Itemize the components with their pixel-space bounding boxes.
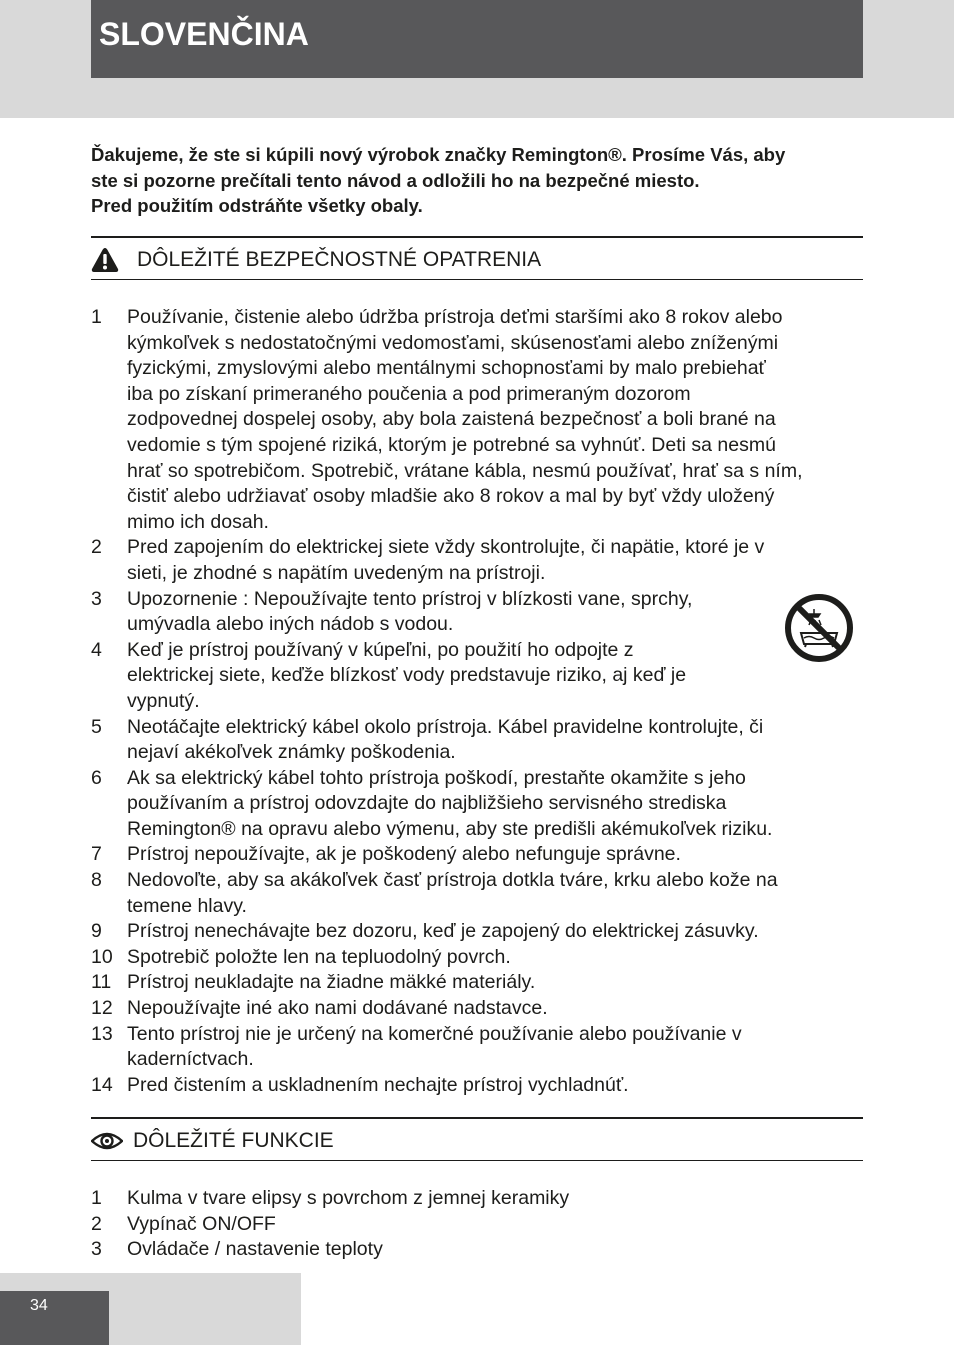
item-number: 2 (91, 536, 102, 559)
item-text-line: vedomie s tým spojené riziká, ktorým je potrebné sa vyhnúť. Deti sa nesmú (127, 433, 776, 456)
warning-icon (91, 247, 121, 273)
item-text-line: Ak sa elektrický kábel tohto prístroja poškodí, prestaňte okamžite s jeho (127, 766, 746, 789)
intro-line: ste si pozorne prečítali tento návod a odložili ho na bezpečné miesto. (91, 169, 700, 191)
list-item (91, 842, 863, 868)
intro-text (91, 142, 866, 219)
page-title: SLOVENČINA (99, 16, 309, 52)
list-item (91, 970, 863, 996)
page-number-box (0, 1291, 109, 1345)
intro-line: Ďakujeme, že ste si kúpili nový výrobok značky Remington®. Prosíme Vás, aby (91, 144, 786, 165)
list-item (91, 766, 863, 843)
item-text-line: sieti, je zhodné s napätím uvedeným na prístroji. (127, 561, 546, 584)
section-rule-top (91, 236, 863, 238)
item-text-line: vypnutý. (127, 689, 200, 712)
list-item (91, 1073, 863, 1099)
features-list (91, 1186, 863, 1263)
list-item (91, 1022, 863, 1073)
list-item (91, 996, 863, 1022)
item-text-line: temene hlavy. (127, 894, 247, 917)
item-text-line: Tento prístroj nie je určený na komerčné používanie alebo používanie v (127, 1022, 742, 1045)
list-item (91, 1237, 863, 1263)
item-number: 5 (91, 715, 102, 738)
list-item (91, 945, 863, 971)
item-text-line: hrať so spotrebičom. Spotrebič, vrátane kábla, nesmú používať, hrať sa s ním, (127, 459, 803, 482)
item-number: 10 (91, 945, 113, 968)
item-number: 4 (91, 638, 102, 661)
features-heading (91, 1121, 863, 1161)
item-text-line: umývadla alebo iných nádob s vodou. (127, 613, 454, 636)
item-text-line: kaderníctvach. (127, 1048, 254, 1071)
list-item (91, 638, 863, 715)
list-item (91, 868, 863, 919)
item-number: 3 (91, 587, 102, 610)
item-number: 1 (91, 1187, 102, 1209)
item-number: 2 (91, 1212, 102, 1235)
item-text-line: Používanie, čistenie alebo údržba prístroja deťmi staršími ako 8 rokov alebo (127, 306, 783, 328)
item-text-line: Nepoužívajte iné ako nami dodávané nadstavce. (127, 997, 548, 1020)
item-text-line: Ovládače / nastavenie teploty (127, 1238, 383, 1261)
no-water-bath-icon (784, 593, 854, 663)
item-number: 6 (91, 766, 102, 789)
item-text-line: mimo ich dosah. (127, 510, 269, 533)
item-text-line: Pred zapojením do elektrickej siete vždy skontrolujte, či napätie, ktoré je v (127, 536, 765, 559)
list-item (91, 919, 863, 945)
item-text-line: používaním a prístroj odovzdajte do najbližšieho servisného strediska (127, 792, 727, 815)
item-number: 9 (91, 920, 102, 943)
item-text-line: kýmkoľvek s nedostatočnými vedomosťami, skúsenosťami alebo zníženými (127, 331, 779, 354)
intro-line: Pred použitím odstráňte všetky obaly. (91, 195, 423, 216)
item-number: 3 (91, 1238, 102, 1261)
safety-heading (91, 240, 863, 280)
item-number: 14 (91, 1073, 113, 1096)
features-heading-label: DÔLEŽITÉ FUNKCIE (133, 1129, 334, 1152)
item-text-line: nejaví akékoľvek známky poškodenia. (127, 741, 456, 764)
safety-heading-label: DÔLEŽITÉ BEZPEČNOSTNÉ OPATRENIA (137, 248, 542, 271)
section-rule-bottom (91, 279, 863, 280)
item-text-line: Nedovoľte, aby sa akákoľvek časť prístroja dotkla tváre, krku alebo kože na (127, 869, 778, 892)
item-text-line: fyzickými, zmyslovými alebo mentálnymi schopnosťami by malo prebiehať (127, 357, 766, 380)
list-item (91, 535, 863, 586)
list-item (91, 1212, 863, 1238)
item-text-line: Pred čistením a uskladnením nechajte prístroj vychladnúť. (127, 1073, 629, 1096)
item-text-line: čistiť alebo udržiavať osoby mladšie ako 8 rokov a mal by byť vždy uložený (127, 485, 775, 508)
eye-icon (91, 1128, 123, 1154)
list-item (91, 715, 863, 766)
item-text-line: Neotáčajte elektrický kábel okolo prístroja. Kábel pravidelne kontrolujte, či (127, 715, 764, 738)
item-text-line: Prístroj neukladajte na žiadne mäkké materiály. (127, 971, 536, 994)
item-number: 13 (91, 1022, 113, 1045)
item-text-line: Remington® na opravu alebo výmenu, aby ste predišli akémukoľvek riziku. (127, 817, 773, 840)
item-text-line: Kulma v tvare elipsy s povrchom z jemnej keramiky (127, 1187, 570, 1209)
section-rule-bottom (91, 1160, 863, 1161)
item-text-line: elektrickej siete, keďže blízkosť vody predstavuje riziko, aj keď je (127, 664, 687, 687)
item-number: 7 (91, 843, 102, 866)
item-text-line: Vypínač ON/OFF (127, 1212, 276, 1235)
item-text-line: Prístroj nepoužívajte, ak je poškodený alebo nefunguje správne. (127, 843, 681, 866)
item-number: 8 (91, 869, 102, 892)
item-text-line: Keď je prístroj používaný v kúpeľni, po použití ho odpojte z (127, 638, 634, 661)
page-number: 34 (30, 1297, 48, 1314)
list-item (91, 305, 863, 535)
safety-list (91, 305, 863, 1098)
item-text-line: Prístroj nenechávajte bez dozoru, keď je zapojený do elektrickej zásuvky. (127, 920, 759, 943)
item-number: 1 (91, 306, 102, 328)
item-text-line: Upozornenie : Nepoužívajte tento prístroj v blízkosti vane, sprchy, (127, 587, 693, 610)
item-text-line: iba po získaní primeraného poučenia a pod primeraným dozorom (127, 382, 691, 405)
section-rule-top (91, 1117, 863, 1119)
item-number: 12 (91, 997, 113, 1020)
title-bar (91, 0, 863, 78)
item-number: 11 (91, 971, 112, 994)
item-text-line: zodpovednej dospelej osoby, aby bola zaistená bezpečnosť a boli brané na (127, 408, 776, 431)
list-item (91, 587, 863, 638)
item-text-line: Spotrebič položte len na tepluodolný povrch. (127, 945, 511, 968)
list-item (91, 1186, 863, 1212)
